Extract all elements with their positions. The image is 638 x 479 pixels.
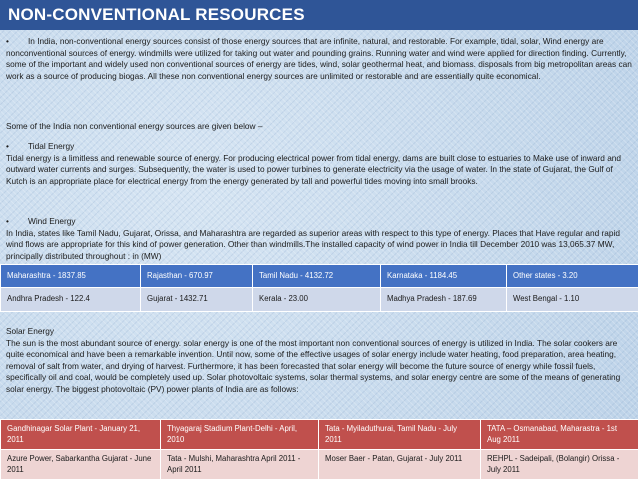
- table-cell: Moser Baer - Patan, Gujarat - July 2011: [319, 450, 481, 479]
- table-cell: Rajasthan - 670.97: [141, 265, 253, 288]
- table-cell: TATA – Osmanabad, Maharastra - 1st Aug 2011: [481, 420, 638, 450]
- sources-intro: [6, 121, 634, 133]
- table-cell: West Bengal - 1.10: [507, 288, 638, 312]
- title-bar: [0, 0, 638, 30]
- bullet-wind: •: [6, 216, 9, 226]
- wind-body: In India, states like Tamil Nadu, Gujarat, Orissa, and Maharashtra are regarded as superior areas with respect to this type of energy. Places that Have regular and rapid wind flows are appropriate for this kind of power generation. Other than windmills.The installed capacity of wind power in India till December 2010 was 13,065.37 MW, principally distributed throughout : in (MW): [6, 227, 620, 261]
- table-cell: REHPL - Sadeipali, (Bolangir) Orissa - July 2011: [481, 450, 638, 479]
- table-cell: Kerala - 23.00: [253, 288, 381, 312]
- table-row: [1, 450, 638, 479]
- table-cell: Madhya Pradesh - 187.69: [381, 288, 507, 312]
- wind-capacity-table: [0, 264, 638, 312]
- some-sources-line: Some of the India non conventional energy sources are given below –: [6, 121, 263, 131]
- table-row: [1, 288, 638, 312]
- wind-heading-text: Wind Energy: [28, 216, 76, 226]
- tidal-heading-text: Tidal Energy: [28, 141, 75, 151]
- bullet-tidal: •: [6, 141, 9, 151]
- intro-block: [6, 36, 634, 82]
- table-cell: Other states - 3.20: [507, 265, 638, 288]
- table-cell: Maharashtra - 1837.85: [1, 265, 141, 288]
- solar-body: The sun is the most abundant source of energy. solar energy is one of the most important non conventional sources of energy is utilized in India. The solar cookers are quite economical and have been a remarkable invention. Until now, some of the effective usages of solar energy include water heating, food preparation, area heating, removal of salt from water, and drying of harvest. Furthermore, it has been forecasted that solar energy will become the future source of energy while fossil fuels, specifically oil and coal, would be completely used up. Solar photovoltaic systems, solar thermal systems, and solar energy centre are some of the means of generating solar energy. The biggest photovoltaic (PV) power plants of India are as follows:: [6, 337, 621, 394]
- table-row: [1, 420, 638, 450]
- tidal-body: Tidal energy is a limitless and renewable source of energy. For producing electrical power from tidal energy, dams are built close to estuaries to Make use of inward and outward water currents and surges. Subsequently, the water is used to power turbines to generate electricity via the usage of water. In the state of Gujarat, the Gulf of Kutch is an appropriate place for electrical energy from the energy generated by tall and powerful tides moving into small brooks.: [6, 152, 622, 186]
- table-cell: Thyagaraj Stadium Plant-Delhi - April, 2010: [161, 420, 319, 450]
- table-cell: Azure Power, Sabarkantha Gujarat - June 2011: [1, 450, 161, 479]
- tidal-heading: [6, 141, 634, 153]
- table-cell: Gujarat - 1432.71: [141, 288, 253, 312]
- bullet-intro: •: [6, 36, 9, 46]
- table-cell: Gandhinagar Solar Plant - January 21, 2011: [1, 420, 161, 450]
- tidal-section: [6, 141, 634, 187]
- page-title: NON-CONVENTIONAL RESOURCES: [8, 5, 305, 24]
- table-cell: Tata - Mulshi, Maharashtra April 2011 - April 2011: [161, 450, 319, 479]
- table-cell: Tata - Myiladuthurai, Tamil Nadu - July 2011: [319, 420, 481, 450]
- solar-plants-table: [0, 419, 638, 479]
- wind-heading: [6, 216, 634, 228]
- intro-text: In India, non-conventional energy sources consist of those energy sources that are infinite, natural, and restorable. For example, tidal, solar, Wind energy are nonconventional sources of energy. windmills were utilized for taking out water and pounding grains. Running water and wind were applied for direction finding. Currently, some of the important and widely used non conventional sources of energy are tides, wind, solar geothermal heat, and biomass. disposals from big metropolitan areas can work as a source of producing biogas. All these non conventional energy sources are unlimited or restorable and are essentially quite economical.: [6, 36, 632, 81]
- intro-paragraph: [6, 36, 634, 82]
- wind-section: [6, 216, 634, 264]
- table-row: [1, 265, 638, 288]
- solar-section: [6, 326, 634, 419]
- solar-heading: Solar Energy: [6, 326, 54, 336]
- table-cell: Karnataka - 1184.45: [381, 265, 507, 288]
- table-cell: Andhra Pradesh - 122.4: [1, 288, 141, 312]
- table-cell: Tamil Nadu - 4132.72: [253, 265, 381, 288]
